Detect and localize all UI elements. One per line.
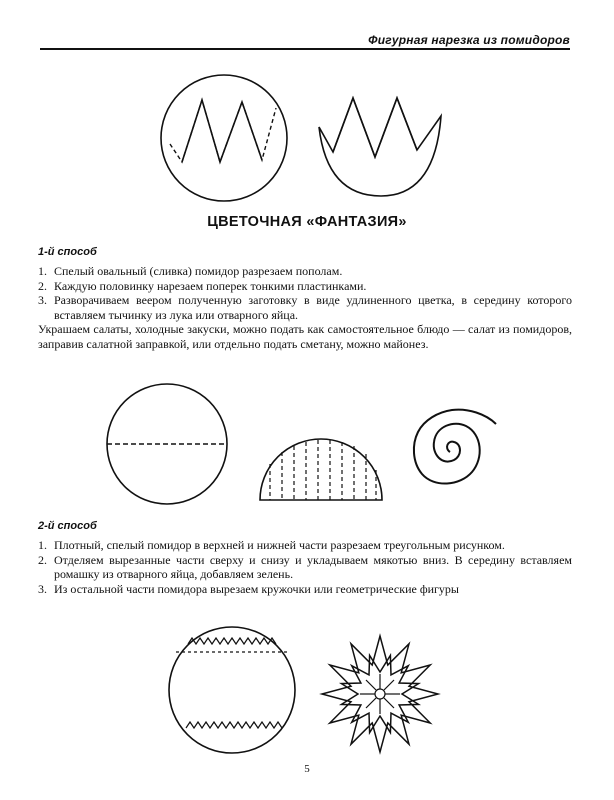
star-flower-figure [320, 634, 440, 754]
method1-step-1: 1. Спелый овальный (сливка) помидор разрезаем пополам. [38, 264, 343, 278]
method2-step-2: 2. Отделяем вырезанные части сверху и снизу и укладываем мякотью вниз. В середину вставляем ромашку из отварного яйца, добавляем зелень. [38, 552, 572, 582]
sliced-half-figure [258, 436, 384, 502]
zigzag-cut-circle-figure [158, 72, 290, 204]
page-number: 5 [304, 763, 310, 775]
halved-circle-figure [104, 381, 230, 507]
section-title: ЦВЕТОЧНАЯ «ФАНТАЗИЯ» [207, 214, 407, 230]
crown-shape-figure [315, 92, 447, 202]
method1-heading: 1-й способ [38, 246, 97, 258]
method2-heading: 2-й способ [38, 520, 97, 532]
method1-step-3: 3. Разворачиваем веером полученную заготовку в виде удлиненного цветка, в середину которого вставляем тычинку из лука или отварного яйца. [38, 293, 572, 322]
method2-steps [38, 538, 572, 596]
method2-text [38, 538, 572, 596]
star-inner-petals [341, 655, 418, 732]
method1-text [38, 264, 572, 352]
method1-steps [38, 264, 572, 322]
spiral-figure [404, 404, 504, 500]
method1-note: Украшаем салаты, холодные закуски, можно подать как самостоятельное блюдо — салат из помидоров, заправив салатной заправкой, или отдельно подать сметану, можно майонез. [38, 322, 572, 351]
star-outer-petals [322, 636, 438, 752]
circle-with-zigzag-cuts-figure [166, 624, 298, 756]
method2-step-3: 3. Из остальной части помидора вырезаем кружочки или геометрические фигуры [38, 581, 459, 596]
method1-step-2: 2. Каждую половинку нарезаем поперек тонкими пластинками. [38, 278, 367, 293]
running-header: Фигурная нарезка из помидоров [368, 33, 570, 47]
header-rule [40, 48, 570, 50]
method2-step-1: 1. Плотный, спелый помидор в верхней и нижней части разрезаем треугольным рисунком. [38, 538, 505, 552]
